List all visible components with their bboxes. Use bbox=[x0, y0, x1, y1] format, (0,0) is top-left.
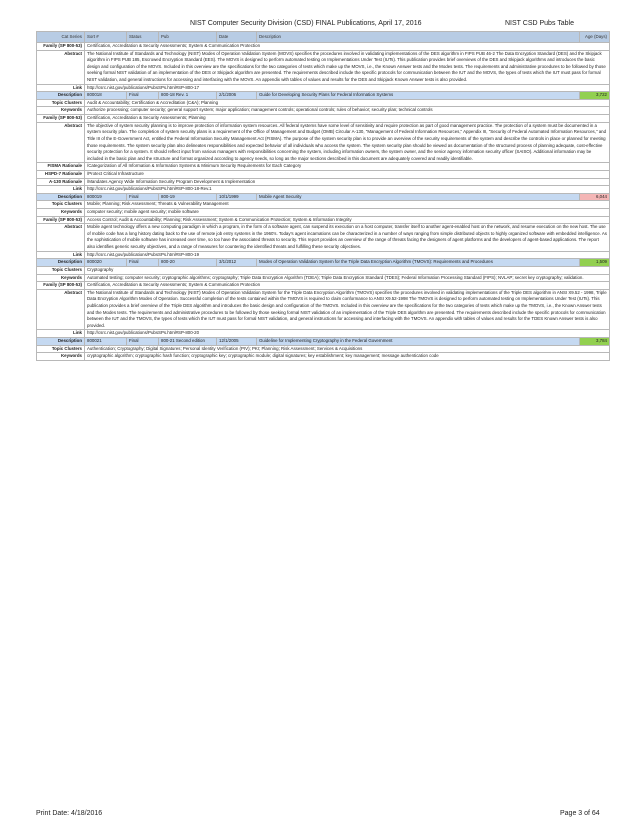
row-label: Link bbox=[37, 84, 85, 92]
detail-row bbox=[37, 107, 610, 115]
pub-number: 800-19 bbox=[159, 193, 217, 201]
pub-number: 800-20 bbox=[159, 259, 217, 267]
row-label: Abstract bbox=[37, 50, 85, 84]
publication-row[interactable] bbox=[37, 193, 610, 201]
detail-text: computer security; mobile agent security; mobile software bbox=[85, 209, 610, 217]
detail-row bbox=[37, 84, 610, 92]
row-label: Description bbox=[37, 337, 85, 345]
row-label: A-130 Rationale bbox=[37, 178, 85, 186]
detail-text: /Categorization of All Information & Information Systems & Minimum Security Requirements for Each Category bbox=[85, 163, 610, 171]
print-date: Print Date: 4/18/2016 bbox=[36, 810, 103, 817]
row-label: Family (SP 800-53) bbox=[37, 43, 85, 51]
detail-row bbox=[37, 353, 610, 361]
detail-row bbox=[37, 345, 610, 353]
table-name: NIST CSD Pubs Table bbox=[505, 20, 574, 27]
row-label: Abstract bbox=[37, 224, 85, 251]
pub-title: Modes of Operation Validation System for the Triple Data Encryption Algorithm (TMOVS): Requirements and Procedures bbox=[257, 259, 580, 267]
detail-row bbox=[37, 266, 610, 274]
row-label: Abstract bbox=[37, 289, 85, 330]
detail-row bbox=[37, 178, 610, 186]
row-label: Abstract bbox=[37, 122, 85, 163]
detail-text: The National Institute of Standards and Technology (NIST) Modes of Operation Validation System for the Triple Data Encryption Algorithm (TMOVS) specifies the procedures involved in validating implementations of the Triple DES algorithm in ANSI X9.52 - 1998, Triple Data Encryption Algorithm Modes of Operation. Successful completion of the tests contained within the TMOVS is required to claim conformance to ANSI X9.52-1998 The TMOVS is designed to perform automated testing on Implementations Under Test (IUTs). This publication provides a brief overview of the Triple DES algorithm and introduces the basic design and configuration of the TMOVS. Included in this overview are the specifications for the two categories of tests which make up the TMOVS, i.e., the Known Answer tests and the Modes tests. The requirements and administrative procedures to be followed by those seeking formal NIST validation of an implementation of the Triple DES algorithm are presented. The requirements described include the specific protocols for communication between the IUT and the TMOVS, the types of tests which the IUT must pass for formal NIST validation, and general instructions for accessing and interfacing with the TMOVS. An appendix with tables of values and results for the TDES Known Answer tests is also provided. bbox=[85, 289, 610, 330]
publication-row[interactable] bbox=[37, 337, 610, 345]
row-label: Topic Clusters bbox=[37, 99, 85, 107]
detail-row bbox=[37, 201, 610, 209]
col-sort[interactable]: Sort # bbox=[85, 32, 127, 43]
detail-text: Audit & Accountability; Certification & Accreditation (C&A); Planning bbox=[85, 99, 610, 107]
pub-title: Guideline for Implementing Cryptography in the Federal Government bbox=[257, 337, 580, 345]
pub-date: 3/1/2012 bbox=[217, 259, 257, 267]
pub-title: Mobile Agent Security bbox=[257, 193, 580, 201]
row-label: HSPD-7 Rationale bbox=[37, 170, 85, 178]
age-days: 6,044 bbox=[580, 193, 610, 201]
detail-text: Certification, Accreditation & Security Assessments; System & Communication Protection bbox=[85, 282, 610, 290]
detail-text: The objective of system security planning is to improve protection of information system resources. All federal systems have some level of sensitivity and require protection as part of good management practice. The protection of a system must be documented in a system security plan. The completion of system security plans is a requirement of the Office of Management and Budget (OMB) Circular A-130, "Management of Federal Information Resources," Appendix III, "Security of Federal Automated Information Resources," and Title III of the E-Government Act, entitled the Federal Information Security Management Act (FISMA). The purpose of the system security plan is to provide an overview of the security requirements of the system and describe the controls in place or planned for meeting those requirements. The system security plan also delineates responsibilities and expected behavior of all individuals who access the system. The system security plan should be viewed as documentation of the structured process of planning adequate, cost-effective security protection for a system. It should reflect input from various managers with responsibilities concerning the system, including information owners, the system owner, and the senior agency information security officer (SAISO). Additional information may be included in the basic plan and the structure and format organized according to agency needs, so long as the major sections described in this document are adequately covered and readily identifiable. bbox=[85, 122, 610, 163]
sort-number: 800019 bbox=[85, 193, 127, 201]
row-label: Topic Clusters bbox=[37, 345, 85, 353]
detail-row bbox=[37, 216, 610, 224]
detail-row bbox=[37, 122, 610, 163]
row-label: Family (SP 800-53) bbox=[37, 216, 85, 224]
detail-text: Authorize processing; computer security; general support system; major application; management controls; operational controls; rules of behavior; security plan; technical controls bbox=[85, 107, 610, 115]
detail-text: /Protect Critical Infrastructure bbox=[85, 170, 610, 178]
page-title: NIST Computer Security Division (CSD) FINAL Publications, April 17, 2016 bbox=[190, 20, 422, 27]
publications-table bbox=[36, 31, 610, 361]
age-days: 3,722 bbox=[580, 92, 610, 100]
pub-link[interactable]: http://csrc.nist.gov/publications/PubsSPs.html#SP-800-17 bbox=[85, 84, 610, 92]
row-label: Topic Clusters bbox=[37, 201, 85, 209]
detail-text: /Mandates Agency Wide Information Security Program Development & Implementation bbox=[85, 178, 610, 186]
status: Final bbox=[127, 259, 159, 267]
col-age[interactable]: Age (Days) bbox=[580, 32, 610, 43]
row-label: Link bbox=[37, 330, 85, 338]
row-label: Keywords bbox=[37, 107, 85, 115]
table-body bbox=[37, 43, 610, 361]
detail-text: Access Control; Audit & Accountability; Planning; Risk Assessment; System & Communication Protection; System & Information Integrity bbox=[85, 216, 610, 224]
detail-text: The National Institute of Standards and Technology (NIST) Modes of Operation Validation System (MOVS) specifies the procedures involved in validating implementations of the DES algorithm in FIPS PUB 46-2 The Data Encryption Standard (DES) and the Skipjack algorithm in FIPS PUB 185, Escrowed Encryption Standard (EES). The MOVS is designed to perform automated testing on Implementations Under Test (IUTs). This publication provides brief overviews of the DES and Skipjack algorithms and introduces the basic design and configuration of the MOVS. Included in this overview are the specifications for the two categories of tests which make up the MOVS, i.e., the Known Answer tests and the Modes tests. The requirements and administrative procedures to be followed by those seeking formal NIST validation of an implementation of the DES or Skipjack algorithm are presented. The requirements described include the specific protocols for communication between the IUT and the MOVS, the types of tests which the IUT must pass for formal NIST validation, and general instructions for accessing and interfacing with the MOVS. An appendix with tables of values and results for the DES and Skipjack Known Answer tests is also provided. bbox=[85, 50, 610, 84]
row-label: Keywords bbox=[37, 209, 85, 217]
detail-row bbox=[37, 289, 610, 330]
pub-number: 800-21 Second edition bbox=[159, 337, 217, 345]
page-number: Page 3 of 64 bbox=[560, 810, 600, 817]
col-cat-series[interactable]: Cat Series bbox=[37, 32, 85, 43]
detail-row bbox=[37, 274, 610, 282]
row-label: Keywords bbox=[37, 353, 85, 361]
detail-row bbox=[37, 43, 610, 51]
detail-text: Cryptography bbox=[85, 266, 610, 274]
detail-text: Mobile; Planning; Risk Assessment; Threats & Vulnerability Management bbox=[85, 201, 610, 209]
detail-row bbox=[37, 170, 610, 178]
pub-link[interactable]: http://csrc.nist.gov/publications/PubsSPs.html#SP-800-18-Rev.1 bbox=[85, 186, 610, 194]
pub-link[interactable]: http://csrc.nist.gov/publications/PubsSPs.html#SP-800-20 bbox=[85, 330, 610, 338]
column-header-row bbox=[37, 32, 610, 43]
row-label: Description bbox=[37, 92, 85, 100]
pub-title: Guide for Developing Security Plans for Federal Information Systems bbox=[257, 92, 580, 100]
row-label: Family (SP 800-53) bbox=[37, 282, 85, 290]
row-label: Link bbox=[37, 251, 85, 259]
row-label: Topic Clusters bbox=[37, 266, 85, 274]
pub-link[interactable]: http://csrc.nist.gov/publications/PubsSPs.html#SP-800-19 bbox=[85, 251, 610, 259]
detail-text: Mobile agent technology offers a new computing paradigm in which a program, in the form of a software agent, can suspend its execution on a host computer, transfer itself to another agent-enabled host on the network, and resume execution on the new host. The use of mobile code has a long history dating back to the use of remote job entry systems in the 1960's. Today's agent incarnations can be characterized in a number of ways ranging from simple distributed objects to highly organized software with embedded intelligence. As the sophistication of mobile software has increased over time, so too have the associated threats to security. This report provides an overview of the range of threats facing the designers of agent platforms and the developers of agent-based applications. The report also identifies generic security objectives, and a range of measures for countering the identified threats and fulfilling these security objectives. bbox=[85, 224, 610, 251]
detail-row bbox=[37, 282, 610, 290]
pub-date: 12/1/2005 bbox=[217, 337, 257, 345]
col-description[interactable]: Description bbox=[257, 32, 580, 43]
detail-text: Authentication; Cryptography; Digital Signatures; Personal Identity Verification (PIV); PKI; Planning; Risk Assessment; Services & Acquisitions bbox=[85, 345, 610, 353]
detail-text: Automated testing; computer security; cryptographic algorithms; cryptography; Triple Data Encryption Algorithm (TDEA); Triple Data Encryption Standard (TDES); Federal Information Processing Standard (FIPS); NVLAP; secret key cryptography; validation. bbox=[85, 274, 610, 282]
status: Final bbox=[127, 193, 159, 201]
detail-row bbox=[37, 224, 610, 251]
status: Final bbox=[127, 92, 159, 100]
detail-row bbox=[37, 186, 610, 194]
detail-text: Certification, Accreditation & Security Assessments; Planning bbox=[85, 115, 610, 123]
detail-text: cryptographic algorithm; cryptographic hash function; cryptographic key; cryptographic module; digital signatures; key establishment; key management; message authentication code bbox=[85, 353, 610, 361]
status: Final bbox=[127, 337, 159, 345]
col-pub[interactable]: Pub bbox=[159, 32, 217, 43]
row-label: FISMA Rationale bbox=[37, 163, 85, 171]
detail-text: Certification, Accreditation & Security Assessments; System & Communication Protection bbox=[85, 43, 610, 51]
row-label: Family (SP 800-53) bbox=[37, 115, 85, 123]
sort-number: 800018 bbox=[85, 92, 127, 100]
sort-number: 800021 bbox=[85, 337, 127, 345]
row-label: Link bbox=[37, 186, 85, 194]
col-status[interactable]: Status bbox=[127, 32, 159, 43]
detail-row bbox=[37, 330, 610, 338]
publication-row[interactable] bbox=[37, 259, 610, 267]
row-label: Description bbox=[37, 193, 85, 201]
pub-date: 2/1/2006 bbox=[217, 92, 257, 100]
pub-number: 800-18 Rev. 1 bbox=[159, 92, 217, 100]
detail-row bbox=[37, 50, 610, 84]
detail-row bbox=[37, 163, 610, 171]
age-days: 3,784 bbox=[580, 337, 610, 345]
col-date[interactable]: Date bbox=[217, 32, 257, 43]
row-label: Description bbox=[37, 259, 85, 267]
detail-row bbox=[37, 115, 610, 123]
publication-row[interactable] bbox=[37, 92, 610, 100]
detail-row bbox=[37, 251, 610, 259]
detail-row bbox=[37, 209, 610, 217]
row-label: Keywords bbox=[37, 274, 85, 282]
pub-date: 10/1/1999 bbox=[217, 193, 257, 201]
detail-row bbox=[37, 99, 610, 107]
age-days: 1,509 bbox=[580, 259, 610, 267]
sort-number: 800020 bbox=[85, 259, 127, 267]
